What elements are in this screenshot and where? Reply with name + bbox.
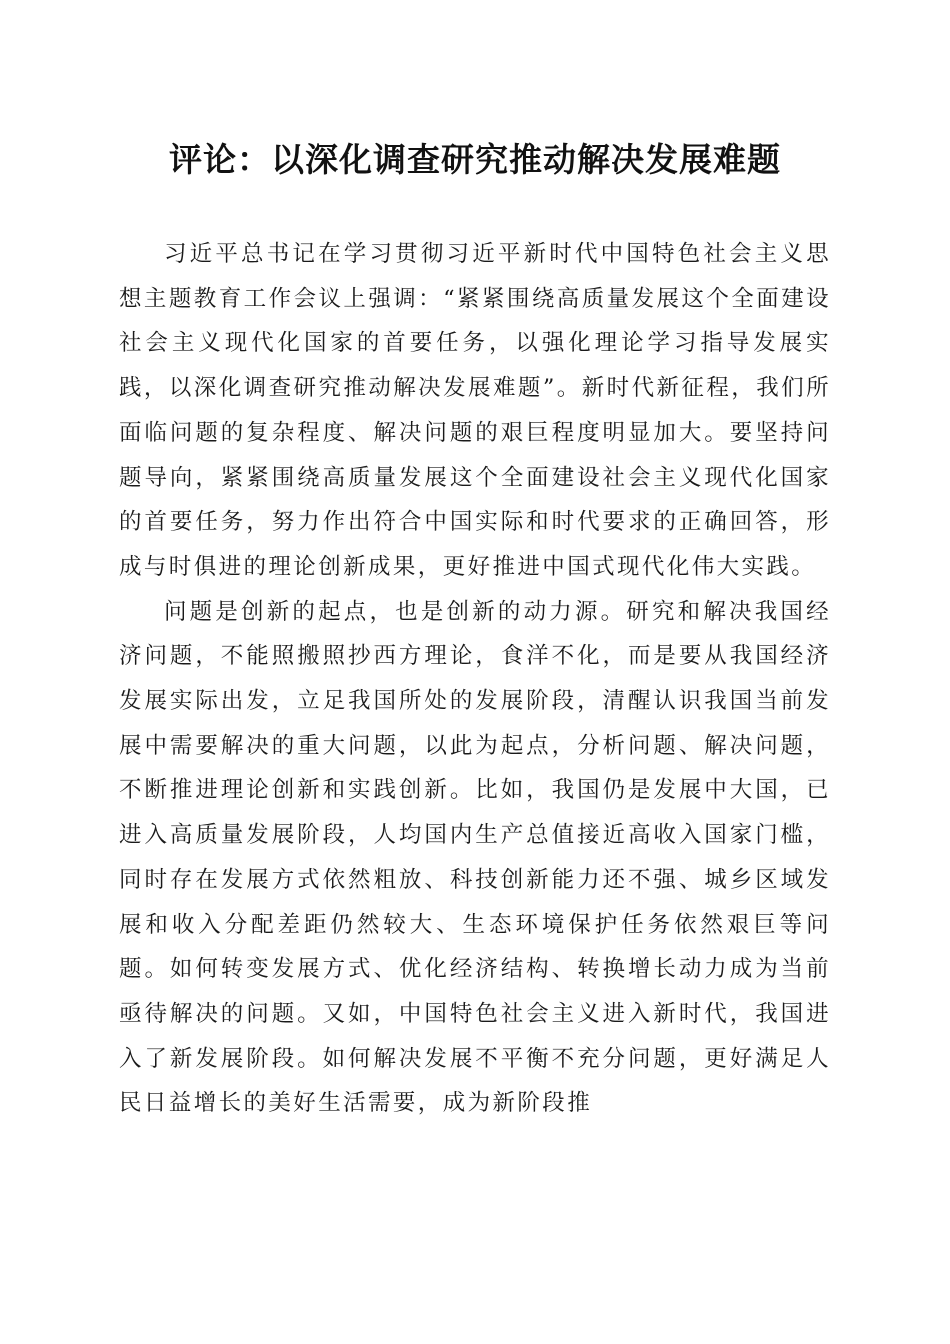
document-title: 评论：以深化调查研究推动解决发展难题 <box>169 140 781 179</box>
paragraph-2: 问题是创新的起点，也是创新的动力源。研究和解决我国经济问题，不能照搬照抄西方理论，食洋不化，而是要从我国经济发展实际出发，立足我国所处的发展阶段，清醒认识我国当前发展中需要解决的重大问题，以此为起点，分析问题、解决问题，不断推进理论创新和实践创新。比如，我国仍是发展中大国，已进入高质量发展阶段，人均国内生产总值接近高收入国家门槛，同时存在发展方式依然粗放、科技创新能力还不强、城乡区域发展和收入分配差距仍然较大、生态环境保护任务依然艰巨等问题。如何转变发展方式、优化经济结构、转换增长动力成为当前亟待解决的问题。又如，中国特色社会主义进入新时代，我国进入了新发展阶段。如何解决发展不平衡不充分问题，更好满足人民日益增长的美好生活需要，成为新阶段推 <box>119 598 831 1117</box>
document-body <box>119 232 831 1126</box>
paragraph-1: 习近平总书记在学习贯彻习近平新时代中国特色社会主义思想主题教育工作会议上强调：“紧紧围绕高质量发展这个全面建设社会主义现代化国家的首要任务，以强化理论学习指导发展实践，以深化调查研究推动解决发展难题”。新时代新征程，我们所面临问题的复杂程度、解决问题的艰巨程度明显加大。要坚持问题导向，紧紧围绕高质量发展这个全面建设社会主义现代化国家的首要任务，努力作出符合中国实际和时代要求的正确回答，形成与时俱进的理论创新成果，更好推进中国式现代化伟大实践。 <box>119 241 831 580</box>
